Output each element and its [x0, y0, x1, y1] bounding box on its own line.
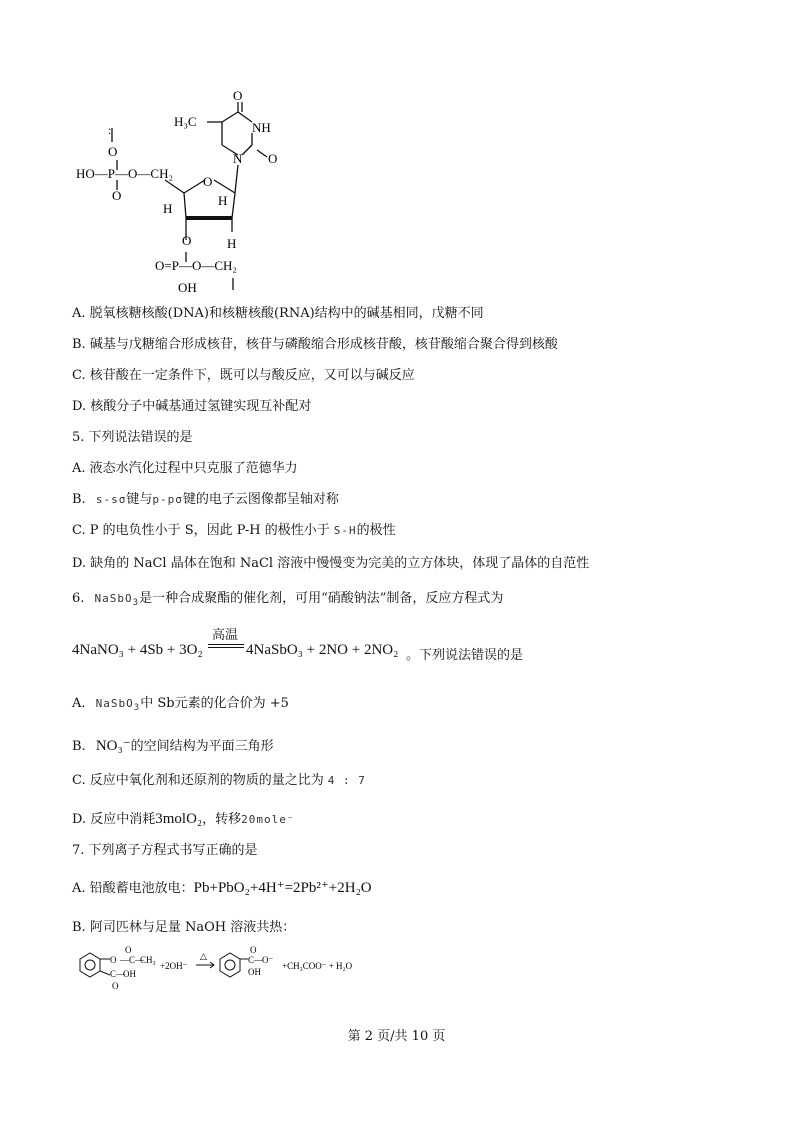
svg-text:O: O: [182, 233, 192, 248]
q6-option-c: C. 反应中氧化剂和还原剂的物质的量之比为 4 : 7: [72, 773, 366, 788]
svg-text:O: O: [203, 174, 213, 189]
h3c-label: H₃C: [174, 114, 197, 129]
svg-text:OH: OH: [123, 969, 136, 979]
svg-text:H: H: [227, 236, 237, 251]
q7-option-b: B. 阿司匹林与足量 NaOH 溶液共热：: [72, 920, 296, 935]
n-label: N: [233, 151, 243, 166]
svg-text:+CH₃COO⁻ + H₂O: +CH₃COO⁻ + H₂O: [282, 961, 353, 971]
svg-text:OH: OH: [248, 967, 261, 977]
q6-stem: 6. NaSbO$_3$是一种合成聚酯的催化剂，可用“硝酸钠法”制备，反应方程式为: [72, 591, 504, 609]
nasbo3-compound: NaSbO$_3$: [94, 592, 140, 609]
svg-text:C—: C—: [248, 955, 264, 965]
svg-text:O: O: [112, 981, 119, 991]
svg-text:+2OH⁻: +2OH⁻: [160, 961, 188, 971]
q5-stem: 5. 下列说法错误的是: [72, 430, 193, 445]
ho-p-o-ch2-label: HO—P—O—CH₂: [76, 166, 173, 181]
svg-text:O: O: [268, 151, 278, 166]
o-label: O: [108, 144, 118, 159]
q4-option-d: D. 核酸分子中碱基通过氢键实现互补配对: [72, 399, 312, 414]
nucleotide-structure: [0, 0, 793, 300]
svg-text:△: △: [200, 951, 207, 961]
q4-option-c: C. 核苷酸在一定条件下，既可以与酸反应，又可以与碱反应: [72, 368, 415, 383]
page-footer: 第 2 页/共 10 页: [347, 1029, 446, 1044]
svg-text:O: O: [233, 88, 243, 103]
q6-option-a: A. NaSbO$_3$中 Sb元素的化合价为 +5: [72, 696, 289, 714]
reaction-condition: 高温: [212, 628, 239, 643]
q7-option-a: A. 铅酸蓄电池放电：Pb+PbO₂+4H⁺=2Pb²⁺+2H₂O: [72, 880, 372, 896]
q4-option-b: B. 碱基与戊糖缩合形成核苷，核苷与磷酸缩合形成核苷酸，核苷酸缩合聚合得到核酸: [72, 337, 558, 352]
nh-label: NH: [252, 120, 271, 135]
aspirin-reaction: [0, 945, 793, 1005]
svg-text:—C—: —C—: [120, 955, 145, 965]
q5-option-d: D. 缺角的 NaCl 晶体在饱和 NaCl 溶液中慢慢变为完美的立方体块，体现了晶体的自范性: [72, 556, 590, 571]
svg-text:C—: C—: [110, 969, 126, 979]
q6-option-d: D. 反应中消耗3molO₂，转移20mole⁻: [72, 811, 295, 827]
svg-text:O: O: [125, 945, 132, 955]
svg-text:H: H: [218, 193, 228, 208]
q6-option-b: B. NO₃⁻的空间结构为平面三角形: [72, 738, 274, 754]
q6-equation: 4NaNO₃ + 4Sb + 3O₂ 高温 4NaSbO₃ + 2NO + 2NO₂ 。下列说法错误的是: [72, 624, 592, 664]
pp-sigma-bond: p-pσ: [152, 493, 183, 506]
svg-text:O: O: [112, 188, 122, 203]
q5-option-a: A. 液态水汽化过程中只克服了范德华力: [72, 461, 298, 476]
q4-option-a: A. 脱氧核糖核酸(DNA)和核糖核酸(RNA)结构中的碱基相同，戊糖不同: [72, 306, 484, 321]
svg-text:CH₃: CH₃: [140, 955, 156, 965]
svg-text:O: O: [110, 955, 117, 965]
ss-sigma-bond: s-sσ: [95, 493, 127, 506]
svg-text:O⁻: O⁻: [262, 955, 274, 965]
q5-option-c: C. P 的电负性小于 S，因此 P-H 的极性小于 S-H的极性: [72, 523, 396, 538]
svg-text:H: H: [163, 201, 173, 216]
oh-label: OH: [178, 280, 197, 295]
svg-text:O: O: [250, 945, 257, 955]
o-eq-p-label: O=P—O—CH₂: [155, 258, 237, 273]
svg-text::: :: [108, 123, 112, 137]
q5-option-b: B. s-sσ键与p-pσ键的电子云图像都呈轴对称: [72, 492, 339, 507]
q7-stem: 7. 下列离子方程式书写正确的是: [72, 843, 258, 858]
